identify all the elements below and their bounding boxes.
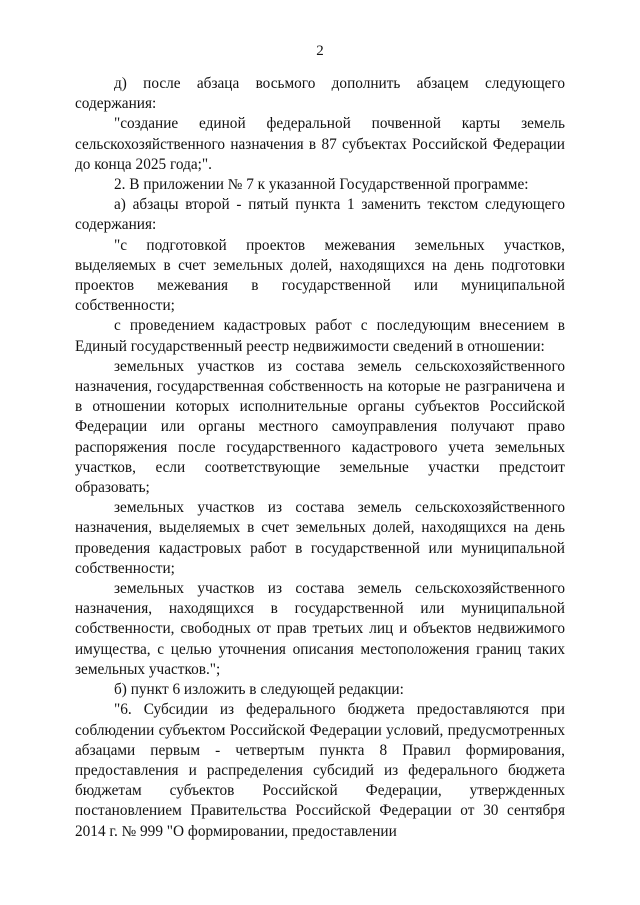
paragraph: земельных участков из состава земель сельскохозяйственного назначения, государственная собственность на которые не разграничена и в отношении которых исполнительные органы субъектов Российской Федерации или органы местного самоуправления получают право распоряжения после государственного кадастрового учета земельных участков, если соответствующие земельные участки предстоит образовать;	[75, 357, 565, 497]
paragraph: б) пункт 6 изложить в следующей редакции:	[114, 681, 404, 699]
paragraph: д) после абзаца восьмого дополнить абзацем следующего содержания:	[75, 75, 565, 113]
paragraph: земельных участков из состава земель сельскохозяйственного назначения, выделяемых в счет земельных долей, находящихся на день проведения кадастровых работ в государственной или муниципальной собственности;	[75, 499, 565, 577]
document-body	[75, 74, 565, 842]
paragraph: "создание единой федеральной почвенной карты земель сельскохозяйственного назначения в 87 субъектах Российской Федерации до конца 2025 года;".	[75, 115, 565, 173]
paragraph: с проведением кадастровых работ с последующим внесением в Единый государственный реестр недвижимости сведений в отношении:	[75, 317, 565, 355]
paragraph: земельных участков из состава земель сельскохозяйственного назначения, находящихся в государственной или муниципальной собственности, свободных от прав третьих лиц и объектов недвижимого имущества, с целью уточнения описания местоположения границ таких земельных участков.";	[75, 580, 565, 678]
paragraph: "с подготовкой проектов межевания земельных участков, выделяемых в счет земельных долей, находящихся на день подготовки проектов межевания в государственной или муниципальной собственности;	[75, 236, 565, 315]
paragraph: 2. В приложении № 7 к указанной Государственной программе:	[114, 176, 529, 194]
paragraph: "6. Субсидии из федерального бюджета предоставляются при соблюдении субъектом Российской Федерации условий, предусмотренных абзацами первым - четвертым пункта 8 Правил формирования, предоставления и распределения субсидий из федерального бюджета бюджетам субъектов Российской Федерации, утвержденных постановлением Правительства Российской Федерации от 30 сентября 2014 г. № 999 "О формировании, предоставлении	[75, 701, 565, 840]
paragraph: а) абзацы второй - пятый пункта 1 заменить текстом следующего содержания:	[75, 196, 565, 234]
page-number: 2	[316, 43, 324, 59]
